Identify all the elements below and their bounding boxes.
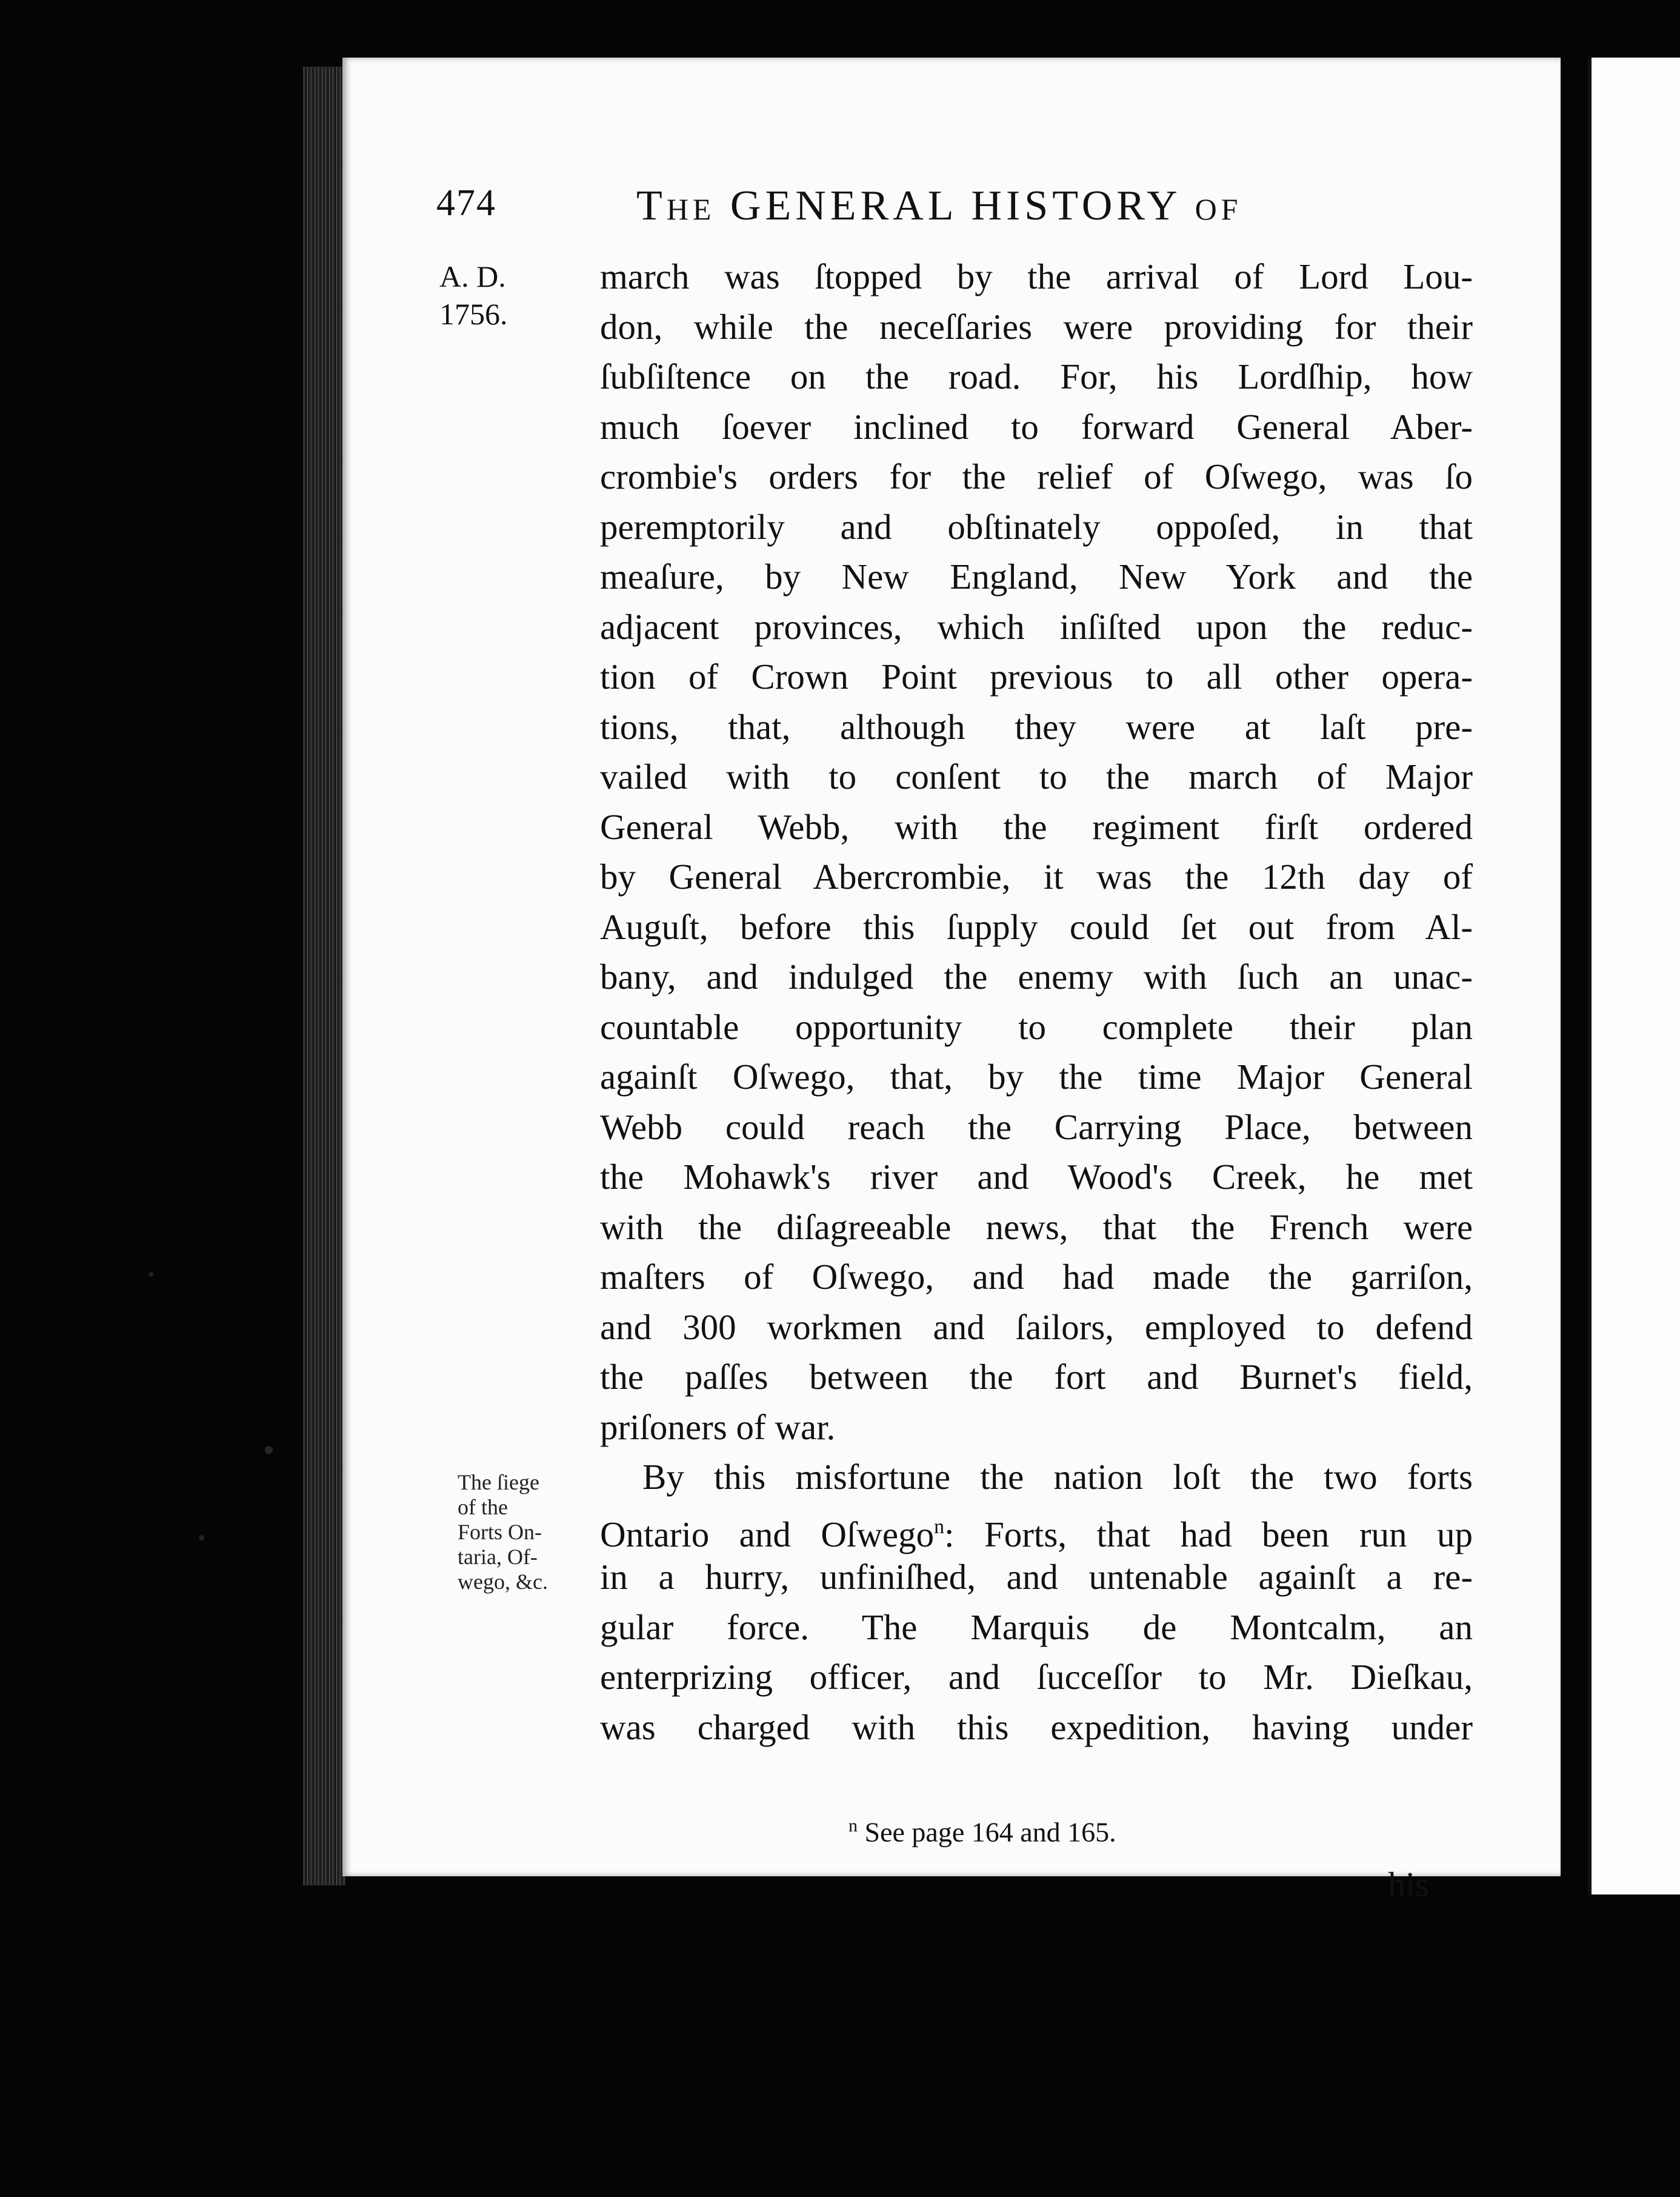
sidenote-line: of the — [458, 1495, 508, 1519]
sidenote-line: The ſiege — [458, 1470, 539, 1494]
paragraph-2 — [600, 1452, 1473, 1752]
margin-date — [439, 258, 508, 333]
adjacent-page-edge — [1588, 58, 1680, 1894]
running-title — [636, 182, 1242, 230]
running-title-suffix: OF — [1195, 192, 1242, 226]
text-line: gular force. The Marquis de Montcalm, an — [600, 1607, 1473, 1647]
text-line: the paſſes between the fort and Burnet's field, — [600, 1357, 1473, 1397]
text-segment: Ontario and Oſwego — [600, 1514, 935, 1554]
footnote-reference: n — [934, 1515, 945, 1538]
margin-sidenote — [458, 1470, 591, 1594]
text-line: adjacent provinces, which inſiſted upon the reduc- — [600, 606, 1473, 647]
text-line: General Webb, with the regiment firſt ordered — [600, 806, 1473, 847]
page-number: 474 — [436, 182, 496, 224]
catchword: his — [1388, 1865, 1429, 1904]
margin-date-year: 1756. — [439, 297, 508, 331]
text-line: crombie's orders for the relief of Oſwego, was ſo — [600, 456, 1473, 497]
text-line: enterprizing officer, and ſucceſſor to Mr. Dieſkau, — [600, 1657, 1473, 1697]
text-line: maſters of Oſwego, and had made the garriſon, — [600, 1257, 1473, 1297]
text-line: the Mohawk's river and Wood's Creek, he met — [600, 1157, 1473, 1197]
text-line: was charged with this expedition, having under — [600, 1707, 1473, 1747]
text-line: peremptorily and obſtinately oppoſed, in that — [600, 506, 1473, 547]
sidenote-line: wego, &c. — [458, 1570, 548, 1594]
text-line: Auguſt, before this ſupply could ſet out from Al- — [600, 906, 1473, 947]
running-title-main: GENERAL HISTORY — [730, 182, 1181, 229]
text-line: vailed with to conſent to the march of Major — [600, 757, 1473, 797]
text-line: in a hurry, unfiniſhed, and untenable againſt a re- — [600, 1557, 1473, 1597]
text-line: countable opportunity to complete their plan — [600, 1006, 1473, 1047]
text-line: meaſure, by New England, New York and the — [600, 557, 1473, 597]
text-line: tions, that, although they were at laſt pre- — [600, 706, 1473, 747]
margin-date-era: A. D. — [439, 259, 506, 293]
text-line: by General Abercrombie, it was the 12th day of — [600, 857, 1473, 897]
book-page — [342, 58, 1561, 1904]
text-line: Webb could reach the Carrying Place, between — [600, 1106, 1473, 1147]
text-line: ſubſiſtence on the road. For, his Lordſhip, how — [600, 356, 1473, 396]
text-line: with the diſagreeable news, that the French were — [600, 1206, 1473, 1247]
text-line: priſoners of war. — [600, 1406, 836, 1447]
footnote-marker: n — [848, 1816, 858, 1836]
text-line: tion of Crown Point previous to all other opera- — [600, 657, 1473, 697]
text-line: By this misfortune the nation loſt the two forts — [642, 1457, 1473, 1497]
text-line: and 300 workmen and ſailors, employed to defend — [600, 1306, 1473, 1347]
text-line: bany, and indulged the enemy with ſuch an unac- — [600, 957, 1473, 997]
text-line: much ſoever inclined to forward General Aber- — [600, 406, 1473, 447]
paragraph-1 — [600, 252, 1473, 1452]
footnote-text: See page 164 and 165. — [864, 1816, 1116, 1848]
sidenote-line: Forts On- — [458, 1520, 542, 1544]
text-line: don, while the neceſſaries were providing for their — [600, 306, 1473, 347]
body-text — [600, 252, 1473, 1752]
footnote — [848, 1816, 1116, 1848]
text-line: march was ſtopped by the arrival of Lord Lou- — [600, 256, 1473, 296]
page-stack-edge — [303, 67, 345, 1885]
running-title-initial: T — [636, 182, 667, 229]
text-segment: : Forts, that had been run up — [944, 1514, 1473, 1554]
running-title-small-caps: HE — [666, 192, 716, 226]
paragraph-2-rest — [600, 1552, 1473, 1752]
text-line: againſt Oſwego, that, by the time Major General — [600, 1057, 1473, 1097]
text-line — [600, 1502, 1473, 1553]
running-head — [342, 182, 1561, 236]
sidenote-line: taria, Of- — [458, 1545, 538, 1569]
